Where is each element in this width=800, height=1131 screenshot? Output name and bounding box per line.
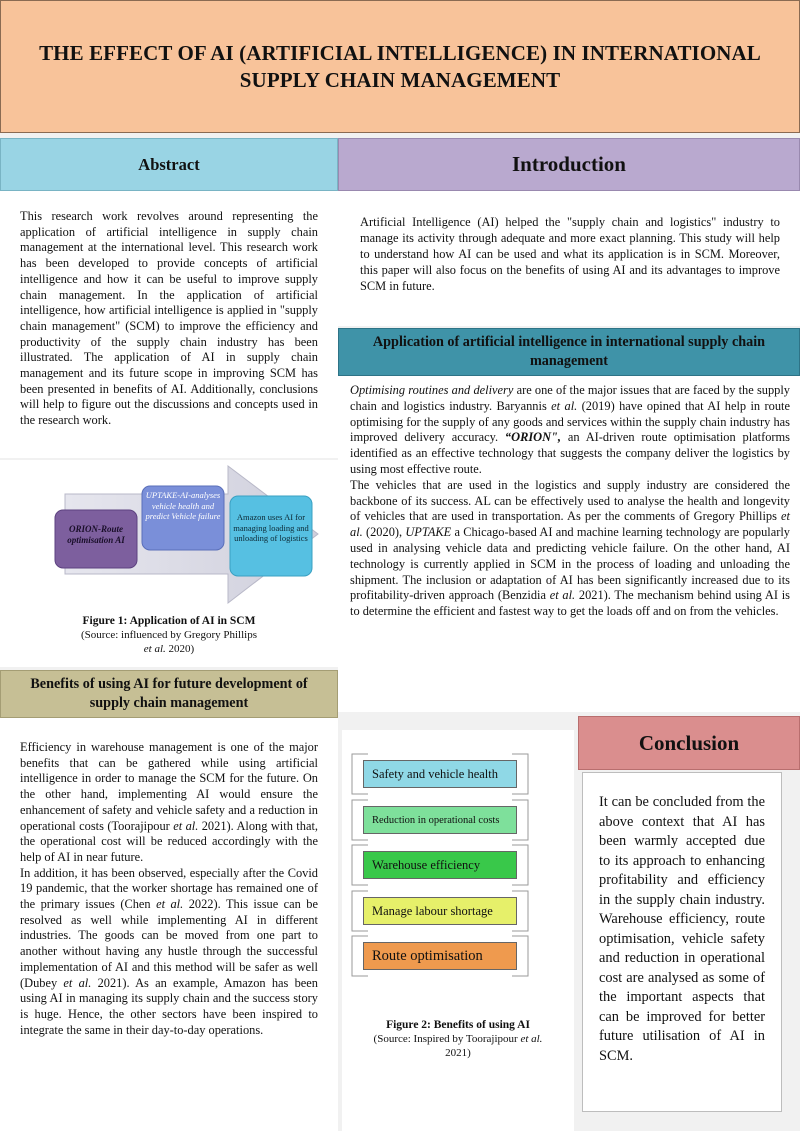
application-p2-etal-1: et al. [350,509,790,540]
figure-2-caption-source: (Source: Inspired by Toorajipour [373,1033,518,1045]
application-p1-etal: et al. [551,398,578,413]
benefits-p1-text-b: 2021). Along with that, the operational cost will be reduced accordingly with the help of AI in near future. [20,818,318,864]
application-p1-text-b: (2019) have opined that AI help in route optimising for the supply of any goods and services within the supply chain industry has improved delivery accuracy. [350,398,790,445]
figure-1-step-3: Amazon uses AI for managing loading and unloading of logistics [233,512,309,543]
benefits-p1-etal: et al. [173,818,199,833]
application-uptake: UPTAKE [405,525,452,540]
abstract-text: This research work revolves around representing the application of artificial intelligence in supply chain management at the international level. This research work has been developed to provide concepts of artificial intelligence and how it can be useful to improve supply chain management. In the application of artificial intelligence, how artificial intelligence is applied in "supply chain management" (SCM) to improve the efficiency and productivity of the supply chain industry has been illustrated. The application of AI in supply chain management and its future scope in improving SCM has been presented in benefits of AI. Additionally, conclusions will help to figure out the discussions and concepts used in the research work. [20,209,318,428]
figure-1-step-2: UPTAKE-AI-analyses vehicle health and predict Vehicle failure [145,490,221,521]
application-p2-etal-2: et al. [549,588,576,603]
application-p2-text-b: (2020), [365,525,403,540]
benefits-p2-etal-1: et al. [156,897,184,912]
conclusion-header [578,716,800,770]
benefits-p2-text-c: 2021). As an example, Amazon has been using AI in managing its supply chain and the success story is huge. Hence, the other sectors have been inspired to integrate the same in their day-to-day operations. [20,975,318,1037]
conclusion-text: It can be concluded from the above context that AI has been warmly accepted due to its approach to enhancing profitability and efficiency in the supply chain industry. Warehouse efficiency, route optimisation, vehicle safety and reduction in operational cost are analysed as some of the important aspects that can be improved for better future utilisation of AI in SCM. [599,794,765,1064]
figure-2-bar: Manage labour shortage [363,897,517,925]
application-orion: “ORION", [504,430,562,445]
application-p1-text-a: are one of the major issues that are faced by the supply chain and logistics industry. Baryannis [350,383,790,413]
conclusion-heading: Conclusion [638,730,740,755]
introduction-text: Artificial Intelligence (AI) helped the "supply chain and logistics" industry to manage its activity through adequate and more exact planning. This study will help to understand how AI can be used and what its application is in SCM. Moreover, this paper will also focus on the benefits of using AI and its advantages to improve SCM in future. [360,215,780,293]
abstract-heading: Abstract [138,154,200,174]
poster-title: THE EFFECT OF AI (ARTIFICIAL INTELLIGENCE) IN INTERNATIONAL SUPPLY CHAIN MANAGEMENT [39,40,761,92]
application-p2-text-c: a Chicago-based AI and machine learning technology are popularly used in analysing vehicle data and predicting vehicle failure. On the other hand, AI technology is currently applied in SCM in the process of loading and unloading the shipment. The inclusion or adaptation of AI has been significantly increased due to its profitability-driven approach (Benzidia [350,525,790,603]
figure-1-caption-year: 2020) [168,643,195,655]
introduction-heading: Introduction [512,152,626,176]
figure-2-bar: Reduction in operational costs [363,806,517,834]
figure-1-caption-etal: et al. [143,643,166,655]
figure-1-caption-title: Figure 1: Application of AI in SCM [82,615,256,627]
figure-2-caption [352,1018,564,1060]
benefits-p2-etal-2: et al. [63,975,92,990]
benefits-p2-text-a: In addition, it has been observed, especially after the Covid 19 pandemic, that the worker shortage has remained one of the primary issues (Chen [20,865,318,912]
application-p1-italic: Optimising routines and delivery [350,383,514,397]
benefits-p1-text: Efficiency in warehouse management is one of the major benefits that can be gathered while using artificial intelligence in order to manage the SCM for the future. On the other hand, implementing AI would ensure the enhancement of safety and vehicle safety and a reduction in operational costs (Toorajipour [20,740,318,833]
benefits-p2-text-b: 2022). This issue can be resolved as well while implementing AI in different industries. The goods can be moved from one part to another without having any hustle through the successful implementation of AI and this method will be safer as well (Dubey [20,897,319,990]
application-p1-text-c: an AI-driven route optimisation platforms identified as an effective technology that suggests the company deliver the logistics by using most effective route. [350,430,790,476]
figure-2-caption-etal: et al. [520,1033,543,1045]
benefits-heading: Benefits of using AI for future development of supply chain management [30,676,308,711]
figure-2-bar: Safety and vehicle health [363,760,517,788]
application-p2-text-a: The vehicles that are used in the logistics and supply industry are considered the backbone of its success. AL can be effectively used to analyse the health and longevity of vehicles that are used in transportation. As per the comments of Gregory Phillips [350,477,790,524]
figure-2-bar: Warehouse efficiency [363,851,517,879]
figure-2-caption-title: Figure 2: Benefits of using AI [386,1019,530,1031]
application-heading: Application of artificial intelligence in international supply chain management [372,334,766,369]
figure-2-bar: Route optimisation [363,942,517,970]
figure-1-step-1: ORION-Route optimisation AI [67,524,125,545]
figure-2-caption-year: 2021) [445,1047,471,1059]
conclusion-panel [582,772,782,1112]
application-p2-text-d: 2021). The mechanism behind using AI is to determine the efficient and fastest way to get the loads off and on from the vehicles. [350,588,790,619]
figure-1-caption-source: (Source: influenced by Gregory Phillips [81,629,257,641]
